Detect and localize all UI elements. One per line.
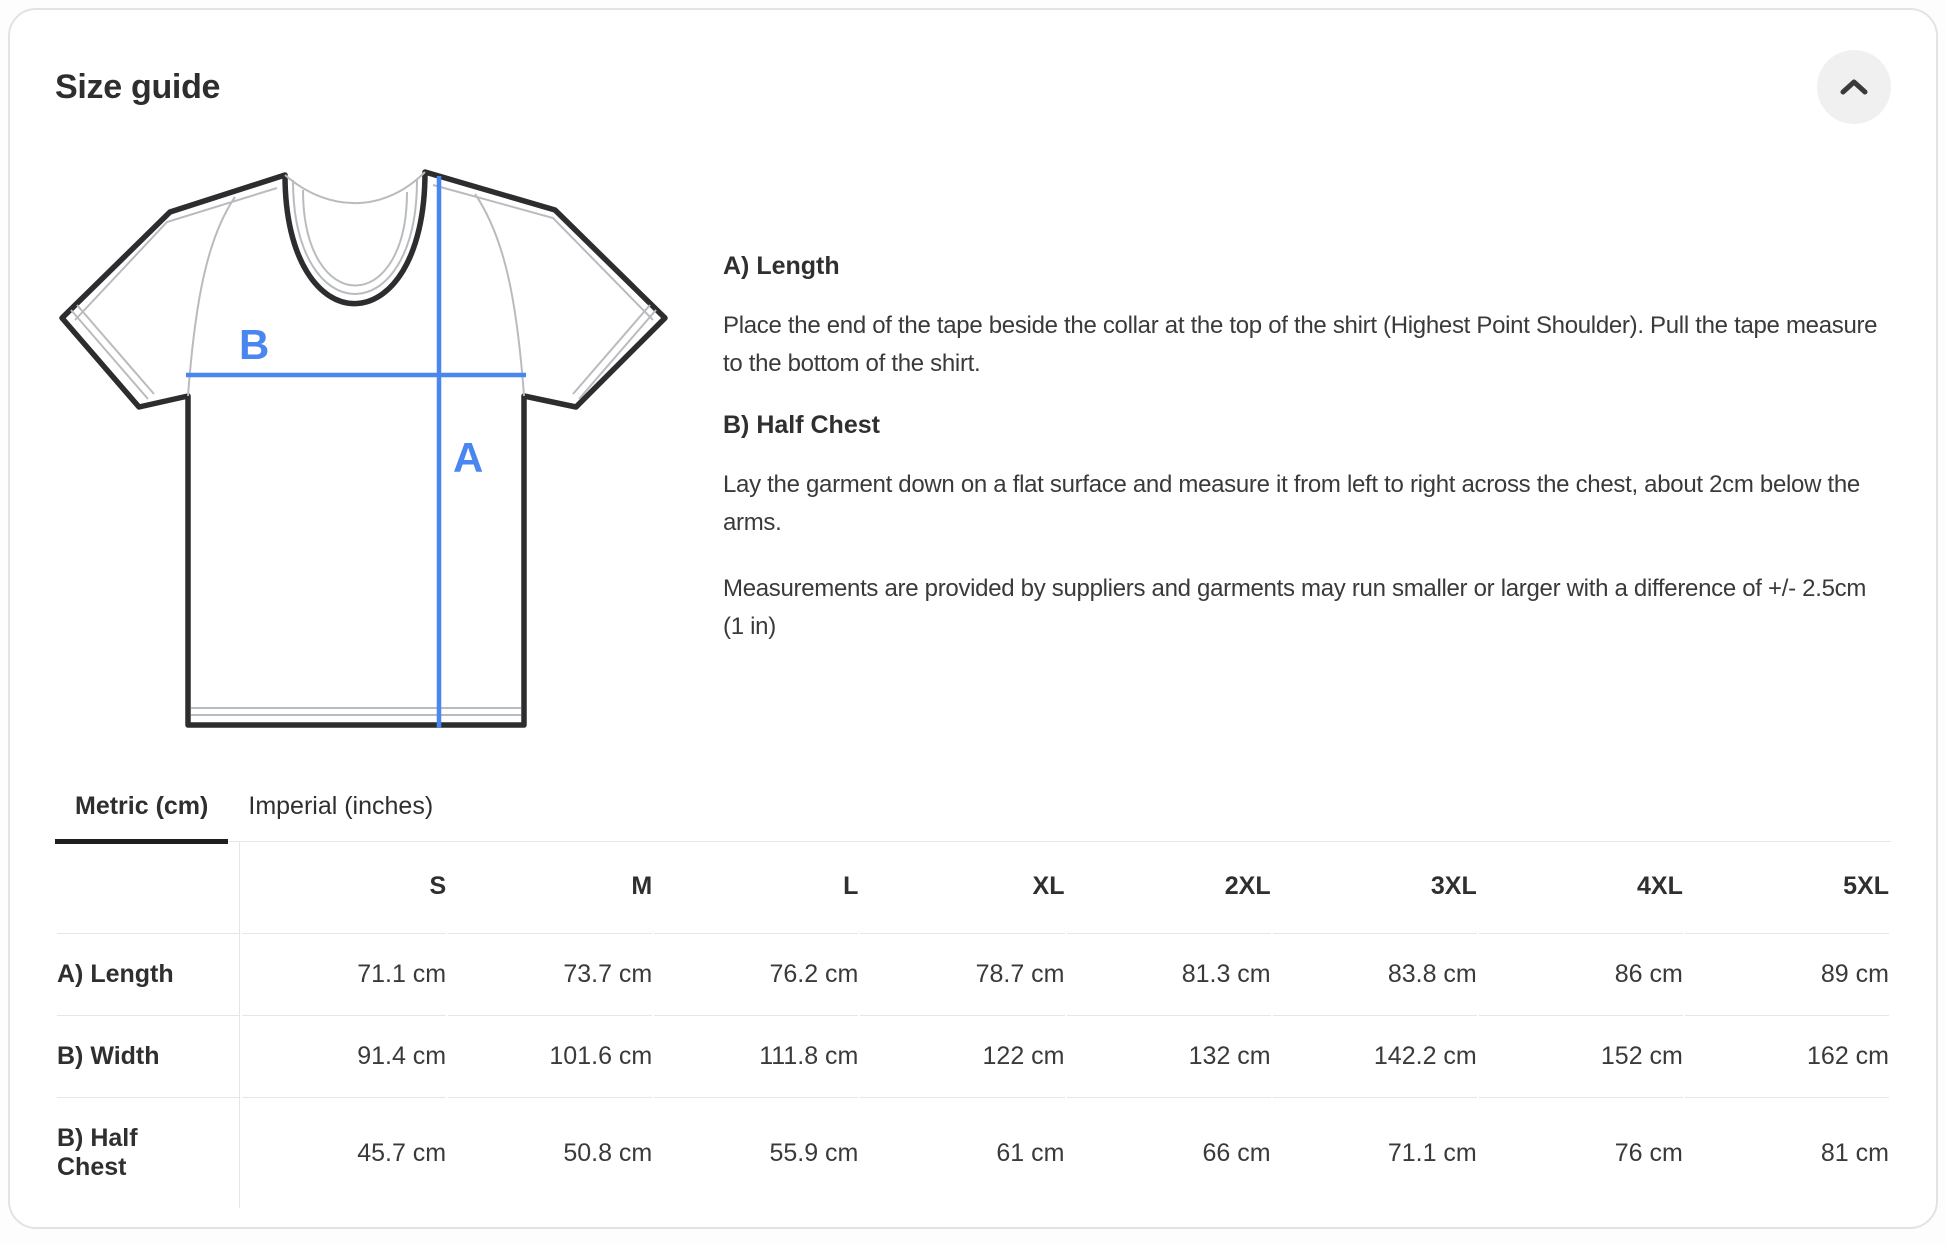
size-column-header: L bbox=[654, 842, 858, 934]
tab-imperial-inches[interactable]: Imperial (inches) bbox=[228, 778, 453, 844]
measurement-cell: 55.9 cm bbox=[769, 1138, 859, 1167]
measurement-cell: 81 cm bbox=[1820, 1138, 1889, 1167]
row-label: B) Width bbox=[57, 1016, 240, 1098]
measurement-cell: 111.8 cm bbox=[654, 1016, 858, 1098]
measurement-cell: 50.8 cm bbox=[563, 1138, 653, 1167]
measure-label-b: B bbox=[239, 321, 270, 368]
size-table bbox=[55, 842, 1891, 1208]
measurement-cell: 73.7 cm bbox=[448, 934, 652, 1016]
measurement-cell: 142.2 cm bbox=[1273, 1016, 1477, 1098]
measurement-cell: 71.1 cm bbox=[242, 934, 446, 1016]
size-guide-card bbox=[8, 8, 1938, 1229]
measurement-cell: 78.7 cm bbox=[860, 934, 1064, 1016]
instruction-body-half-chest: Lay the garment down on a flat surface and measure it from left to right across the chest, about 2cm below the arms. bbox=[723, 471, 1860, 536]
row-label: A) Length bbox=[57, 934, 240, 1016]
size-column-header: M bbox=[448, 842, 652, 934]
measurement-cell: 91.4 cm bbox=[242, 1016, 446, 1098]
measurement-cell: 66 cm bbox=[1202, 1138, 1271, 1167]
measurement-cell: 76 cm bbox=[1614, 1138, 1683, 1167]
content-row bbox=[55, 124, 1891, 737]
measurement-cell: 122 cm bbox=[860, 1016, 1064, 1098]
card-header bbox=[55, 50, 1891, 124]
measurement-cell: 83.8 cm bbox=[1273, 934, 1477, 1016]
measurement-cell: 61 cm bbox=[996, 1138, 1065, 1167]
size-column-header: XL bbox=[860, 842, 1064, 934]
row-label: B) Half Chest bbox=[57, 1098, 240, 1208]
measurement-cell: 132 cm bbox=[1067, 1016, 1271, 1098]
tab-metric-cm[interactable]: Metric (cm) bbox=[55, 778, 228, 844]
instruction-heading-length: A) Length bbox=[723, 252, 840, 280]
instruction-heading-half-chest: B) Half Chest bbox=[723, 411, 880, 439]
tshirt-outline bbox=[62, 172, 665, 725]
chevron-up-icon bbox=[1839, 77, 1869, 97]
measurement-cell: 89 cm bbox=[1685, 934, 1889, 1016]
measure-label-a: A bbox=[453, 434, 484, 481]
measurement-cell: 45.7 cm bbox=[357, 1138, 447, 1167]
collapse-button[interactable] bbox=[1817, 50, 1891, 124]
size-table-header-row bbox=[57, 842, 1889, 934]
size-column-header: 3XL bbox=[1273, 842, 1477, 934]
measurement-instructions bbox=[723, 124, 1891, 674]
supplier-note: Measurements are provided by suppliers and garments may run smaller or larger with a difference of +/- 2.5cm (1 in) bbox=[723, 575, 1867, 640]
measurement-cell: 162 cm bbox=[1685, 1016, 1889, 1098]
size-column-header: S bbox=[242, 842, 446, 934]
size-column-header: 4XL bbox=[1479, 842, 1683, 934]
table-row-half-chest bbox=[57, 1098, 1889, 1208]
size-column-header: 5XL bbox=[1685, 842, 1889, 934]
instruction-body-length: Place the end of the tape beside the collar at the top of the shirt (Highest Point Shoulder). Pull the tape measure to the bottom of the shirt. bbox=[723, 312, 1878, 377]
page-title: Size guide bbox=[55, 67, 221, 106]
measurement-cell: 81.3 cm bbox=[1067, 934, 1271, 1016]
size-table-corner-cell bbox=[57, 842, 240, 934]
table-row-width bbox=[57, 1016, 1889, 1098]
measurement-cell: 152 cm bbox=[1479, 1016, 1683, 1098]
size-column-header: 2XL bbox=[1067, 842, 1271, 934]
measurement-cell: 76.2 cm bbox=[654, 934, 858, 1016]
measurement-cell: 71.1 cm bbox=[1387, 1138, 1477, 1167]
table-row-length bbox=[57, 934, 1889, 1016]
measurement-cell: 86 cm bbox=[1479, 934, 1683, 1016]
unit-tab-bar bbox=[55, 778, 1891, 842]
measurement-cell: 101.6 cm bbox=[448, 1016, 652, 1098]
tshirt-measurement-diagram bbox=[55, 152, 670, 737]
